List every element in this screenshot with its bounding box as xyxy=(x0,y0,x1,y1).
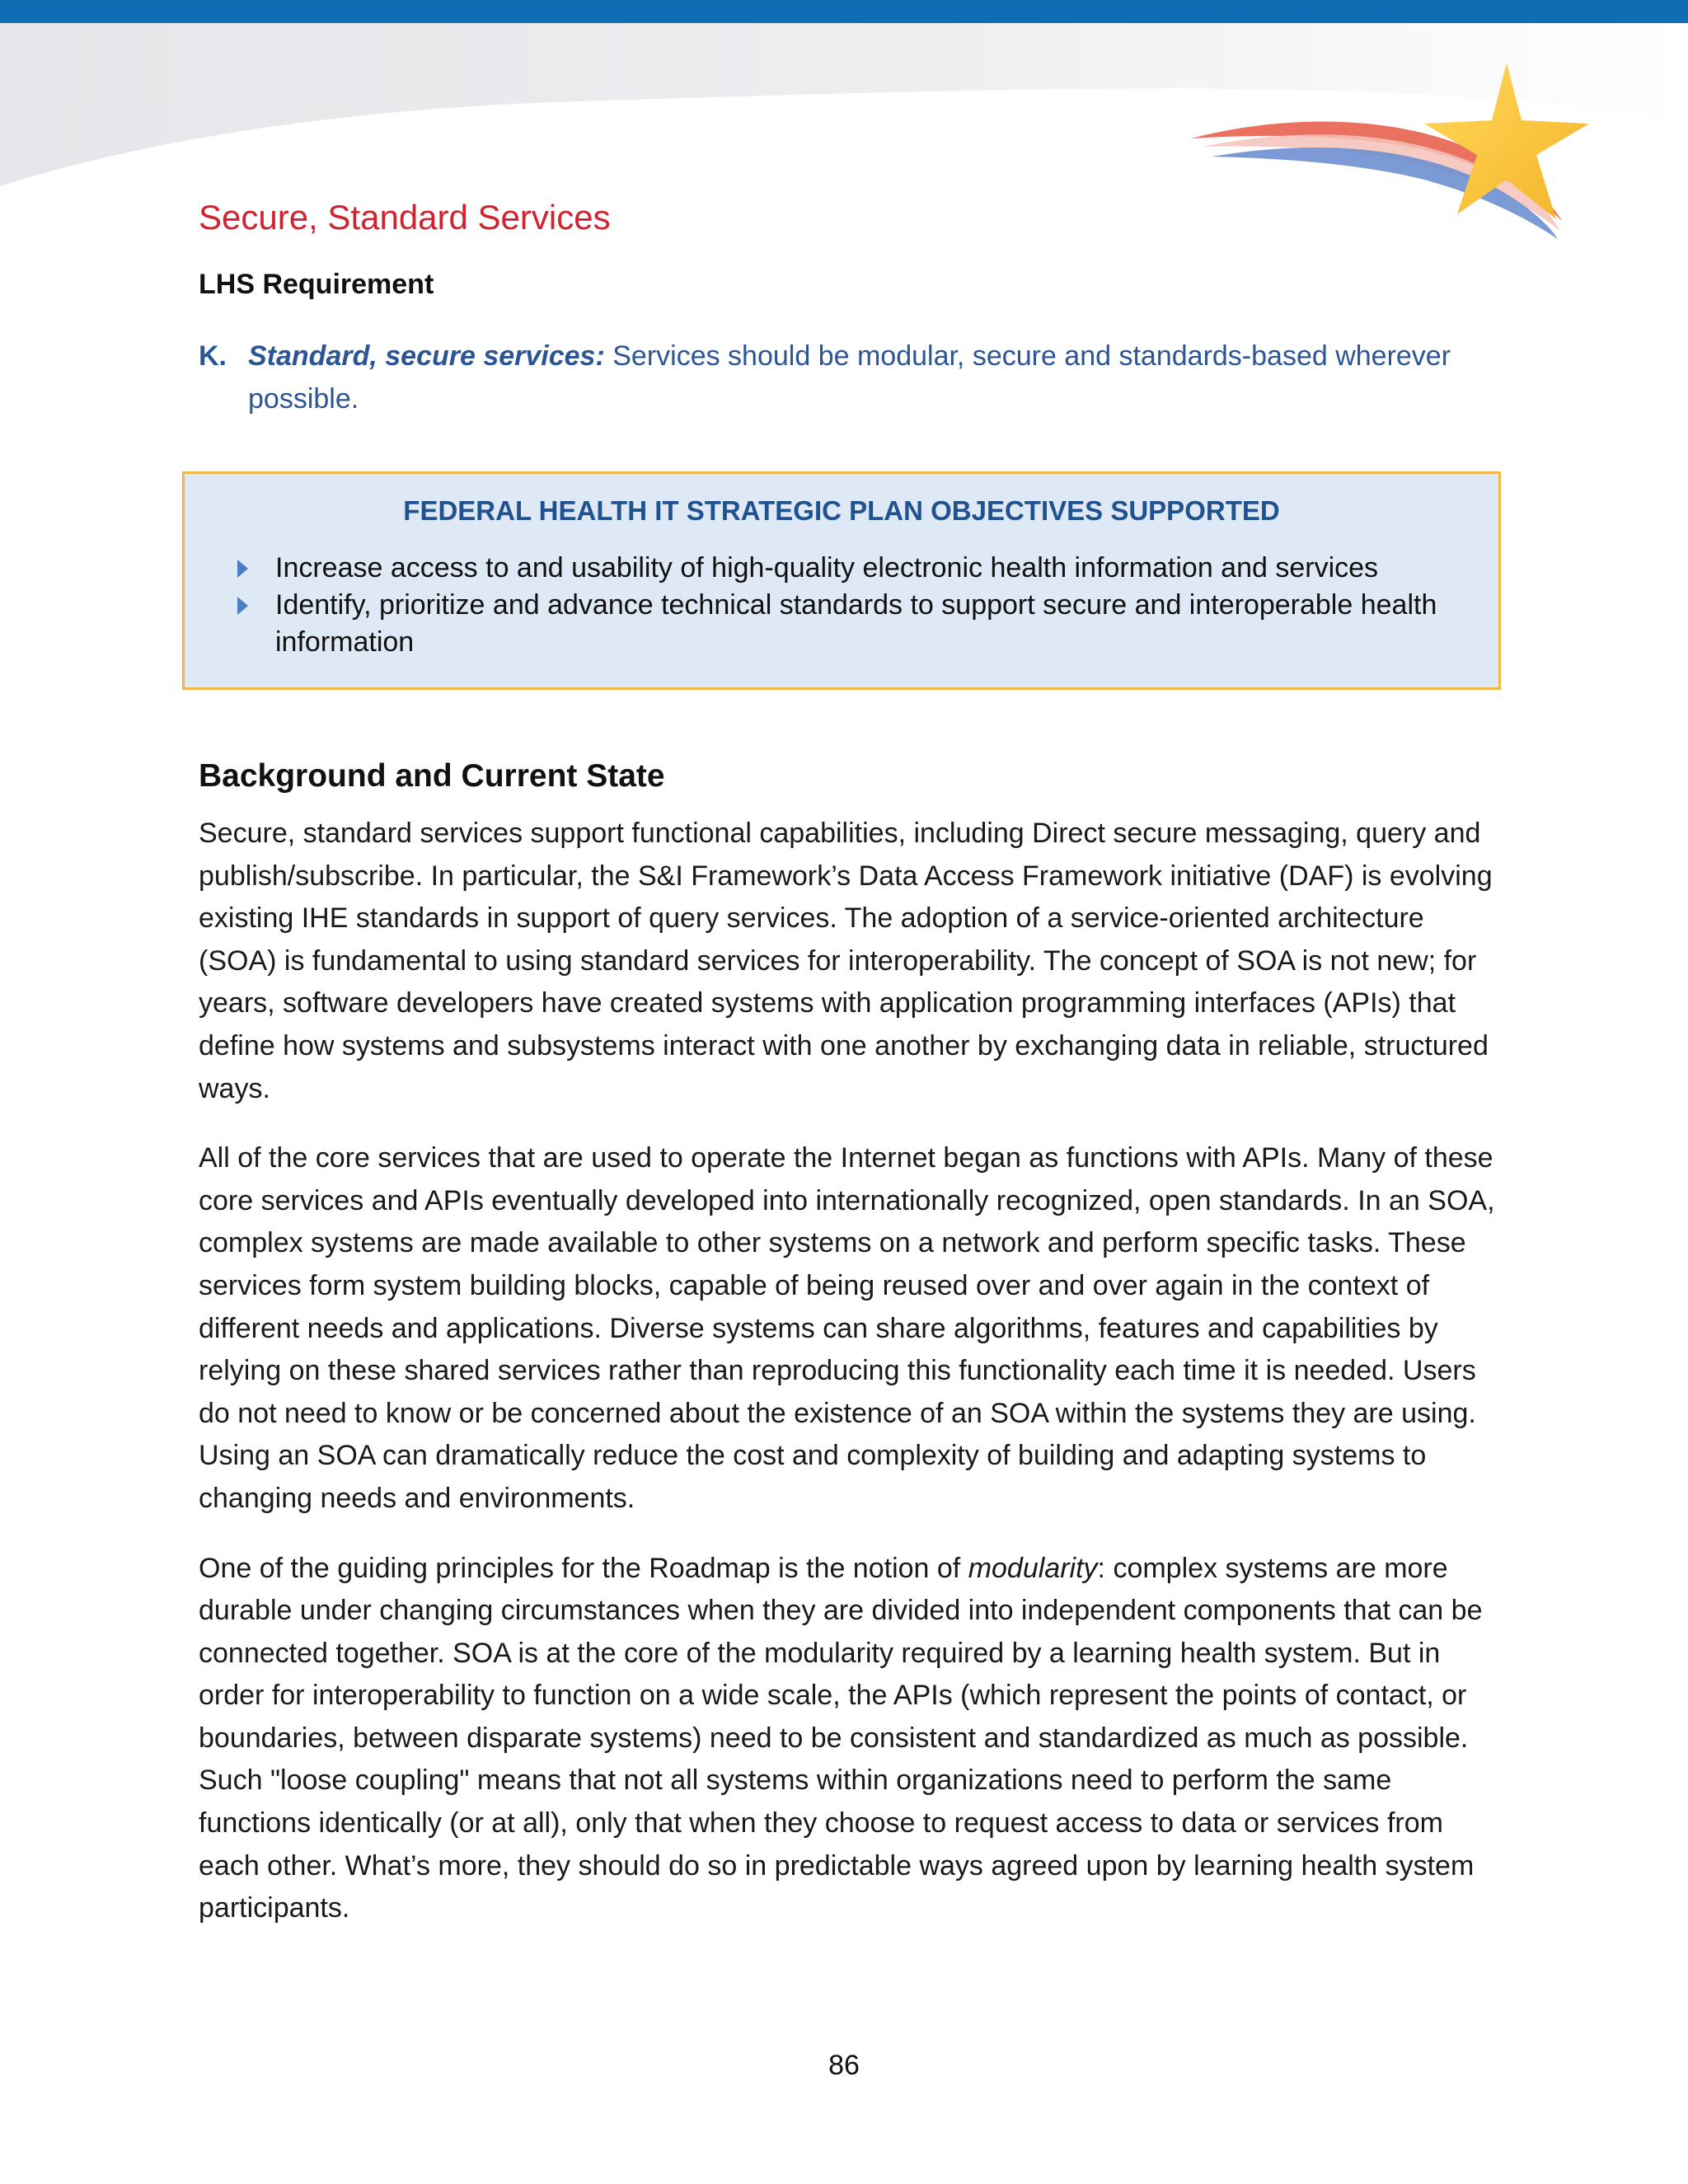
page-number: 86 xyxy=(828,2050,860,2081)
objectives-heading: FEDERAL HEALTH IT STRATEGIC PLAN OBJECTIVES SUPPORTED xyxy=(403,495,1280,526)
requirement-text xyxy=(248,335,1484,420)
requirement-description: Services should be modular, secure and standards-based wherever possible. xyxy=(248,340,1451,415)
emphasis-modularity: modularity xyxy=(968,1552,1098,1584)
triangle-bullet-icon xyxy=(237,597,248,615)
objectives-callout-box xyxy=(182,471,1501,690)
objectives-list xyxy=(237,550,1474,661)
background-body xyxy=(199,813,1509,1957)
objective-item xyxy=(237,587,1474,661)
paragraph: Secure, standard services support functional capabilities, including Direct secure messaging, query and publish/subscribe. In particular, the S&I Framework’s Data Access Framework initiative (DAF) is evolving existing IHE standards in support of query services. The adoption of a service-oriented architecture (SOA) is fundamental to using standard services for interoperability. The concept of SOA is not new; for years, software developers have created systems with application programming interfaces (APIs) that define how systems and subsystems interact with one another by exchanging data in reliable, structured ways. xyxy=(199,818,1493,1104)
objective-text: Identify, prioritize and advance technical standards to support secure and interoperable health information xyxy=(275,589,1437,658)
paragraph-text: : complex systems are more durable under changing circumstances when they are divided into independent components that can be connected together. SOA is at the core of the modularity required by a learning health system. But in order for interoperability to function on a wide scale, the APIs (which represent the points of contact, or boundaries, between disparate systems) need to be consistent and standardized as much as possible. Such "loose coupling" means that not all systems within organizations need to perform the same functions identically (or at all), only that when they choose to request access to data or services from each other. What’s more, they should do so in predictable ways agreed upon by learning health system participants. xyxy=(199,1552,1483,1924)
objective-text: Increase access to and usability of high-quality electronic health information and services xyxy=(275,552,1379,583)
requirement-colon: : xyxy=(595,340,605,372)
paragraph: All of the core services that are used to operate the Internet began as functions with APIs. Many of these core services and APIs eventually developed into internationally recognized, open standards. In an SOA, complex systems are made available to other systems on a network and perform specific tasks. These services form system building blocks, capable of being reused over and over again in the context of different needs and applications. Diverse systems can share algorithms, features and capabilities by relying on these shared services rather than reproducing this functionality each time it is needed. Users do not need to know or be concerned about the existence of an SOA within the systems they are using. Using an SOA can dramatically reduce the cost and complexity of building and adapting systems to changing needs and environments. xyxy=(199,1142,1495,1514)
objective-item xyxy=(237,550,1474,587)
requirement-term: Standard, secure services xyxy=(248,340,596,372)
triangle-bullet-icon xyxy=(237,560,248,578)
paragraph xyxy=(199,1548,1509,1930)
paragraph-text: One of the guiding principles for the Roadmap is the notion of xyxy=(199,1552,968,1584)
requirement-label: LHS Requirement xyxy=(199,269,434,300)
header-band xyxy=(0,0,1688,23)
requirement-item xyxy=(199,335,1484,420)
requirement-letter: K. xyxy=(199,340,227,372)
background-heading: Background and Current State xyxy=(199,758,665,794)
section-title: Secure, Standard Services xyxy=(199,198,611,237)
